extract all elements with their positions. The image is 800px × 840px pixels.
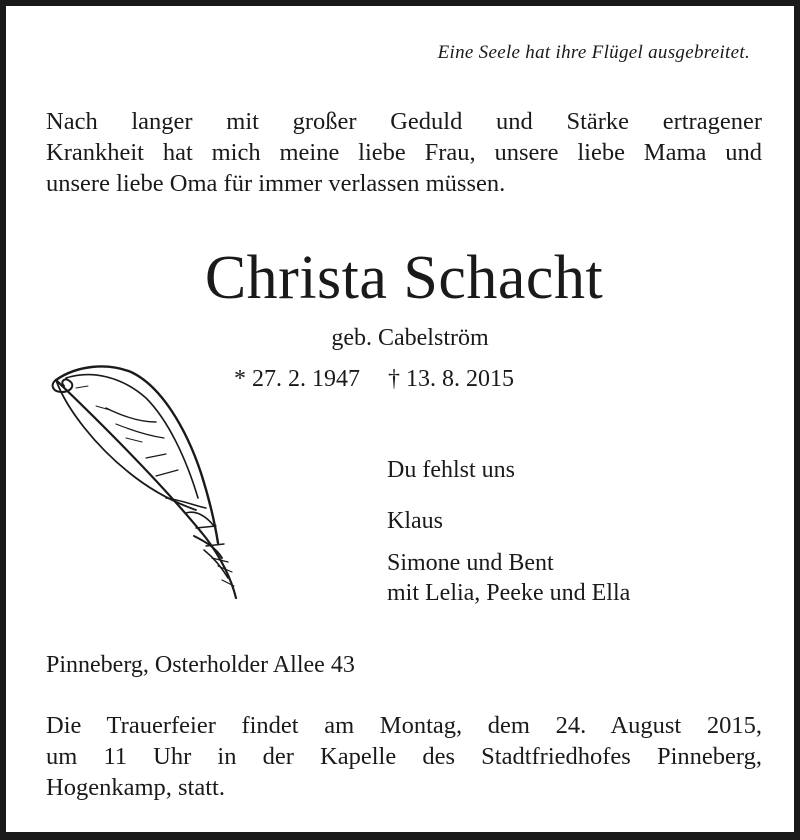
feather-icon	[46, 358, 256, 608]
intro-line: unsere liebe Oma für immer verlassen müssen.	[46, 170, 506, 197]
service-line: Die Trauerfeier findet am Montag, dem 24. August 2015,	[46, 712, 762, 739]
intro-text	[46, 106, 762, 199]
motto: Eine Seele hat ihre Flügel ausgebreitet.	[437, 42, 750, 63]
intro-line: Nach langer mit großer Geduld und Stärke ertragener	[46, 108, 762, 135]
grandchildren-line: mit Lelia, Peeke und Ella	[387, 580, 631, 606]
spouse-name: Klaus	[387, 508, 443, 534]
message-text: Du fehlst uns	[387, 457, 515, 483]
service-line: Hogenkamp, statt.	[46, 774, 225, 801]
children-line: Simone und Bent	[387, 550, 554, 576]
birth-name: geb. Cabelström	[331, 325, 489, 351]
mourner-spouse	[387, 506, 443, 536]
deceased-name: Christa Schacht	[204, 244, 604, 312]
address: Pinneberg, Osterholder Allee 43	[46, 652, 355, 678]
intro-line: Krankheit hat mich meine liebe Frau, unsere liebe Mama und	[46, 139, 762, 166]
service-line: um 11 Uhr in der Kapelle des Stadtfriedhofes Pinneberg,	[46, 743, 762, 770]
life-dates	[234, 366, 514, 393]
birth-date: * 27. 2. 1947	[234, 366, 360, 392]
service-announcement	[46, 710, 762, 803]
mourner-message	[387, 455, 515, 485]
mourner-children	[387, 548, 630, 608]
death-date: † 13. 8. 2015	[388, 366, 514, 392]
